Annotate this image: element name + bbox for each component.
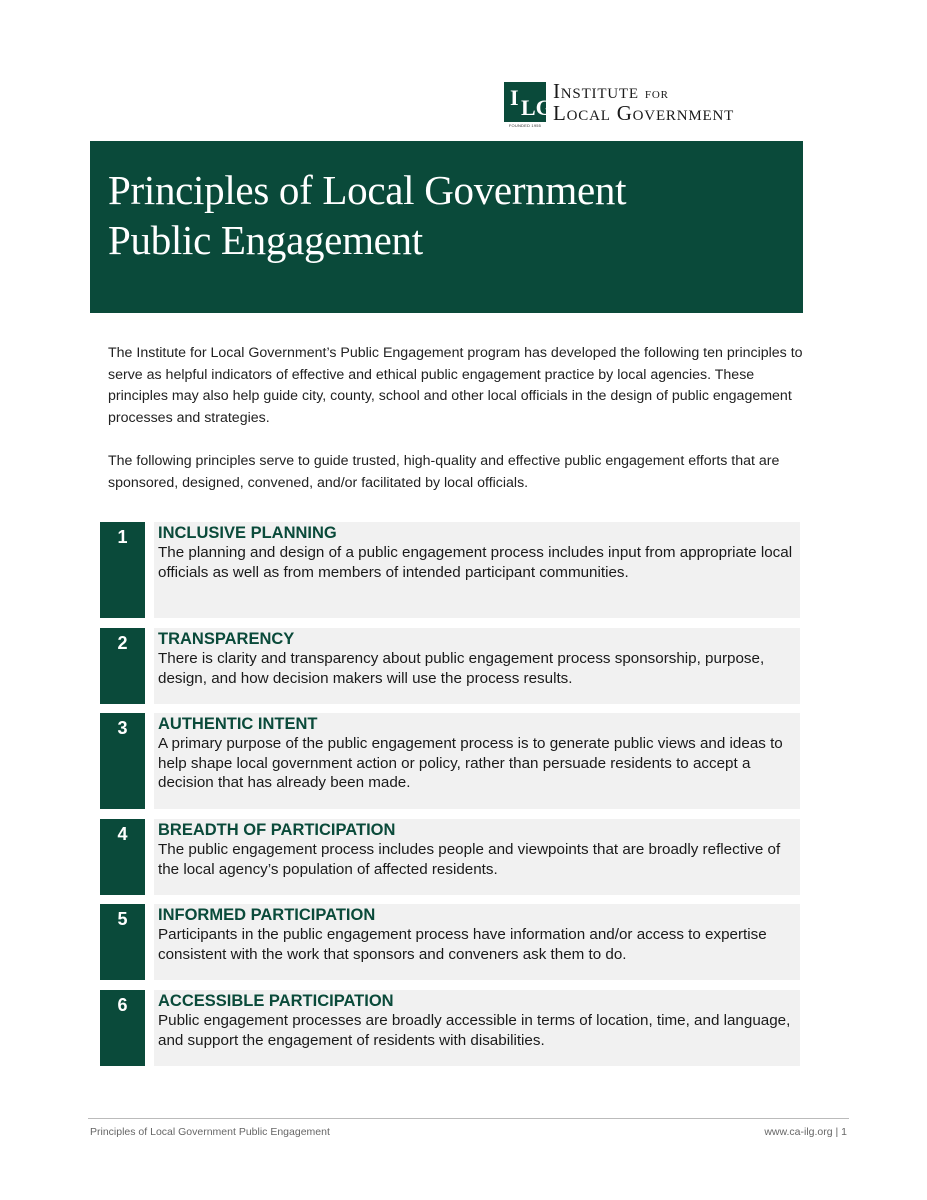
logo-institute: Institute [553, 79, 639, 103]
principle-content [154, 713, 800, 809]
principle-item-1 [100, 522, 800, 618]
logo-for: for [644, 86, 669, 102]
principle-description: Participants in the public engagement process have information and/or access to expertise consistent with the work that sponsors and conveners ask them to do. [158, 926, 767, 963]
page-title [108, 165, 803, 265]
ilg-logo-mark [504, 82, 553, 128]
principle-number: 5 [100, 904, 145, 980]
principle-content [154, 990, 800, 1066]
title-banner [90, 141, 803, 313]
page-title-line-1: Principles of Local Government [108, 167, 627, 213]
principle-item-4 [100, 819, 800, 895]
logo-mark-letters-lg: LG [521, 95, 553, 120]
principle-title: TRANSPARENCY [158, 630, 295, 648]
intro-paragraph-1: The Institute for Local Government’s Public Engagement program has developed the following ten principles to serve as helpful indicators of effective and ethical public engagement practice by local agencies. These principles may also help guide city, county, school and other local officials in the design of public engagement processes and strategies. [108, 345, 803, 426]
footer-page-info: www.ca-ilg.org | 1 [764, 1126, 847, 1138]
principle-item-6 [100, 990, 800, 1066]
principle-number: 3 [100, 713, 145, 809]
principle-title: BREADTH OF PARTICIPATION [158, 821, 396, 839]
principle-number: 4 [100, 819, 145, 895]
principle-number: 1 [100, 522, 145, 618]
principle-number: 6 [100, 990, 145, 1066]
principle-description: The public engagement process includes people and viewpoints that are broadly reflective of the local agency’s population of affected residents. [158, 841, 781, 878]
footer-divider [88, 1118, 849, 1119]
principle-description: The planning and design of a public engagement process includes input from appropriate local officials as well as from members of intended participant communities. [158, 544, 793, 581]
principle-item-3 [100, 713, 800, 809]
principle-description: Public engagement processes are broadly accessible in terms of location, time, and language, and support the engagement of residents with disabilities. [158, 1012, 791, 1049]
principle-content [154, 522, 800, 618]
page-title-line-2: Public Engagement [108, 217, 423, 263]
principle-item-2 [100, 628, 800, 704]
logo-wordmark [553, 79, 735, 125]
intro-text [108, 343, 813, 516]
logo-founded: FOUNDED 1955 [508, 123, 542, 128]
principle-content [154, 628, 800, 704]
intro-paragraph-2: The following principles serve to guide trusted, high-quality and effective public engagement efforts that are sponsored, designed, convened, and/or facilitated by local officials. [108, 453, 780, 491]
ilg-logo [504, 79, 735, 128]
principle-title: INFORMED PARTICIPATION [158, 906, 376, 924]
footer-document-title: Principles of Local Government Public Engagement [90, 1126, 330, 1138]
logo-mark-letter-i: I [510, 85, 519, 110]
principle-title: AUTHENTIC INTENT [158, 715, 318, 733]
principle-number: 2 [100, 628, 145, 704]
principle-item-5 [100, 904, 800, 980]
principle-title: INCLUSIVE PLANNING [158, 524, 337, 542]
principle-content [154, 819, 800, 895]
logo-line-2: Local Government [553, 101, 735, 125]
principle-title: ACCESSIBLE PARTICIPATION [158, 992, 394, 1010]
principle-description: There is clarity and transparency about public engagement process sponsorship, purpose, design, and how decision makers will use the process results. [158, 650, 765, 687]
principle-description: A primary purpose of the public engagement process is to generate public views and ideas to help shape local government action or policy, rather than persuade residents to accept a decision that has already been made. [158, 735, 783, 792]
principle-content [154, 904, 800, 980]
